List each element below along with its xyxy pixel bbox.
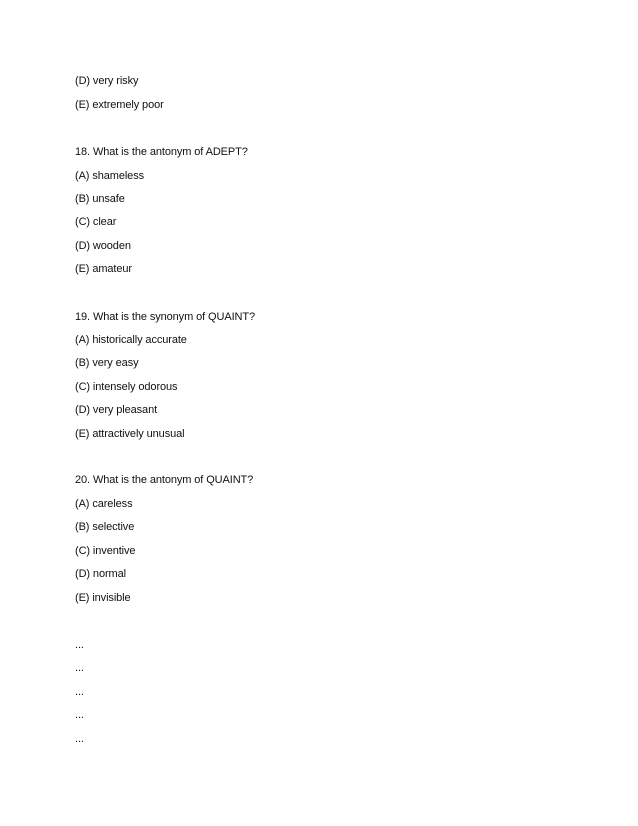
question-line: 19. What is the synonym of QUAINT? — [75, 311, 256, 323]
option-line: (C) inventive — [75, 545, 136, 557]
question-line: 18. What is the antonym of ADEPT? — [75, 146, 248, 158]
ellipsis-line: ... — [75, 662, 84, 674]
option-line: (E) amateur — [75, 263, 132, 275]
ellipsis-line: ... — [75, 686, 84, 698]
question-line: 20. What is the antonym of QUAINT? — [75, 474, 254, 486]
option-line: (C) clear — [75, 216, 117, 228]
ellipsis-line: ... — [75, 733, 84, 745]
option-line: (D) normal — [75, 568, 126, 580]
option-line: (A) shameless — [75, 170, 144, 182]
option-line: (B) selective — [75, 521, 135, 533]
option-line: (E) invisible — [75, 592, 131, 604]
option-line: (A) historically accurate — [75, 334, 187, 346]
ellipsis-line: ... — [75, 709, 84, 721]
option-line: (D) very risky — [75, 75, 139, 87]
option-line: (E) attractively unusual — [75, 428, 185, 440]
option-line: (A) careless — [75, 498, 133, 510]
option-line: (C) intensely odorous — [75, 381, 178, 393]
ellipsis-line: ... — [75, 639, 84, 651]
option-line: (B) very easy — [75, 357, 139, 369]
option-line: (D) very pleasant — [75, 404, 158, 416]
option-line: (E) extremely poor — [75, 99, 164, 111]
option-line: (D) wooden — [75, 240, 131, 252]
option-line: (B) unsafe — [75, 193, 125, 205]
